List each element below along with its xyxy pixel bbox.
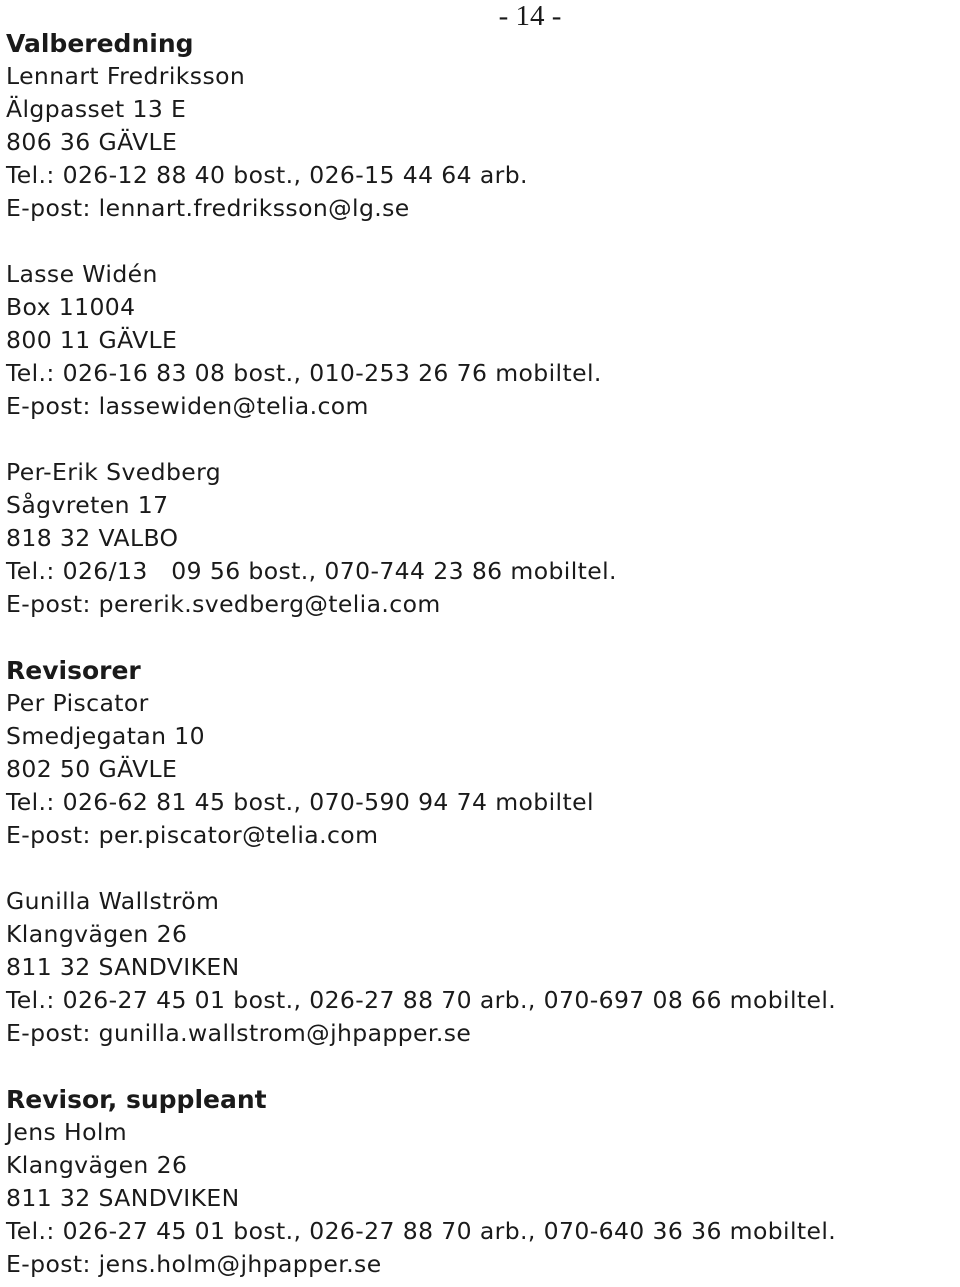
contact-name: Lennart Fredriksson — [6, 62, 246, 90]
contact-name: Per-Erik Svedberg — [6, 458, 222, 486]
contact-email: E-post: gunilla.wallstrom@jhpapper.se — [6, 1019, 472, 1047]
section-heading: Valberedning — [6, 29, 194, 58]
section-heading: Revisorer — [6, 656, 141, 685]
contact-street: Klangvägen 26 — [6, 1151, 188, 1179]
contact-postal: 811 32 SANDVIKEN — [6, 953, 240, 981]
contact-phone: Tel.: 026-27 45 01 bost., 026-27 88 70 arb., 070-640 36 36 mobiltel. — [6, 1217, 837, 1245]
contact-name: Lasse Widén — [6, 260, 158, 288]
contact-email: E-post: pererik.svedberg@telia.com — [6, 590, 441, 618]
contact-entry — [6, 258, 956, 423]
contact-email: E-post: lassewiden@telia.com — [6, 392, 369, 420]
section-valberedning — [6, 27, 956, 621]
contact-entry — [6, 60, 956, 225]
contact-name: Jens Holm — [6, 1118, 128, 1146]
contact-phone: Tel.: 026-12 88 40 bost., 026-15 44 64 arb. — [6, 161, 528, 189]
contact-email: E-post: jens.holm@jhpapper.se — [6, 1250, 382, 1278]
contact-email: E-post: per.piscator@telia.com — [6, 821, 379, 849]
contact-postal: 818 32 VALBO — [6, 524, 179, 552]
contact-email: E-post: lennart.fredriksson@lg.se — [6, 194, 410, 222]
contact-entry — [6, 687, 956, 852]
contact-name: Per Piscator — [6, 689, 149, 717]
contact-phone: Tel.: 026-27 45 01 bost., 026-27 88 70 arb., 070-697 08 66 mobiltel. — [6, 986, 837, 1014]
contact-name: Gunilla Wallström — [6, 887, 220, 915]
contact-street: Sågvreten 17 — [6, 491, 169, 519]
section-revisorer — [6, 654, 956, 1050]
contact-street: Älgpasset 13 E — [6, 95, 187, 123]
contact-entry — [6, 456, 956, 621]
contact-entry — [6, 1116, 956, 1281]
contact-street: Smedjegatan 10 — [6, 722, 205, 750]
contact-phone: Tel.: 026-62 81 45 bost., 070-590 94 74 mobiltel — [6, 788, 594, 816]
contact-street: Box 11004 — [6, 293, 136, 321]
contact-entry — [6, 885, 956, 1050]
contact-postal: 811 32 SANDVIKEN — [6, 1184, 240, 1212]
contact-postal: 802 50 GÄVLE — [6, 755, 178, 783]
contact-list — [6, 27, 956, 1281]
contact-postal: 800 11 GÄVLE — [6, 326, 178, 354]
contact-postal: 806 36 GÄVLE — [6, 128, 178, 156]
contact-street: Klangvägen 26 — [6, 920, 188, 948]
contact-phone: Tel.: 026-16 83 08 bost., 010-253 26 76 mobiltel. — [6, 359, 602, 387]
section-heading: Revisor, suppleant — [6, 1085, 267, 1114]
section-revisor-suppleant — [6, 1083, 956, 1281]
contact-phone: Tel.: 026/13 09 56 bost., 070-744 23 86 mobiltel. — [6, 557, 617, 585]
page-number: - 14 - — [498, 0, 562, 32]
